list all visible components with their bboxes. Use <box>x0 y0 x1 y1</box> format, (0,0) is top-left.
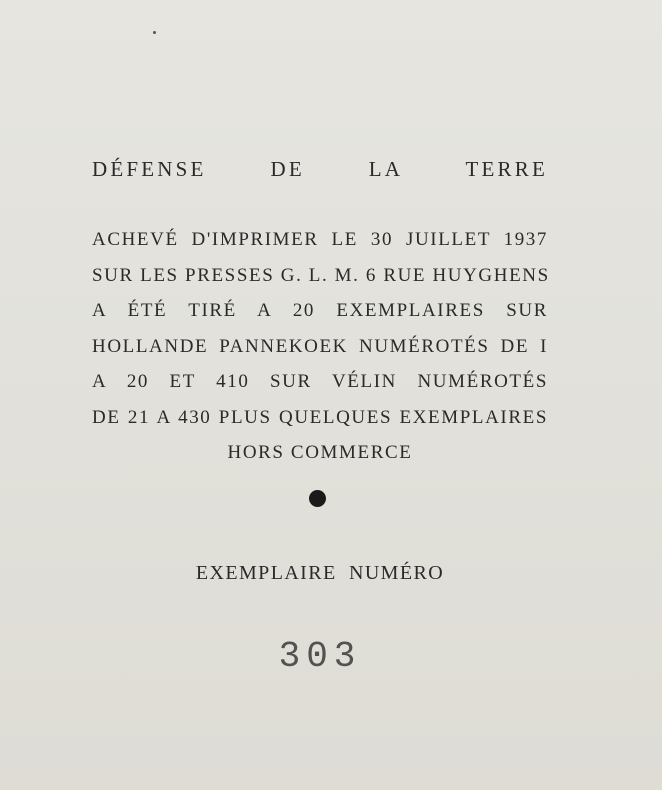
ornament-dot <box>309 490 326 507</box>
stamped-copy-number: 303 <box>278 636 362 677</box>
colophon-line: DE 21 A 430 PLUS QUELQUES EXEMPLAIRES <box>92 406 548 428</box>
colophon-line-last: HORS COMMERCE <box>227 442 413 463</box>
colophon-line: A 20 ET 410 SUR VÉLIN NUMÉROTÉS <box>92 371 548 392</box>
colophon-line: ACHEVÉ D'IMPRIMER LE 30 JUILLET 1937 <box>92 229 548 250</box>
ink-speck <box>153 31 156 34</box>
exemplaire-label: EXEMPLAIRE NUMÉRO <box>195 562 445 584</box>
colophon-line: HOLLANDE PANNEKOEK NUMÉROTÉS DE I <box>92 335 548 357</box>
colophon-line: A ÉTÉ TIRÉ A 20 EXEMPLAIRES SUR <box>92 300 548 321</box>
colophon-line: SUR LES PRESSES G. L. M. 6 RUE HUYGHENS <box>92 264 550 286</box>
colophon-text <box>92 222 548 471</box>
book-title: DÉFENSE DE LA TERRE <box>92 157 548 181</box>
